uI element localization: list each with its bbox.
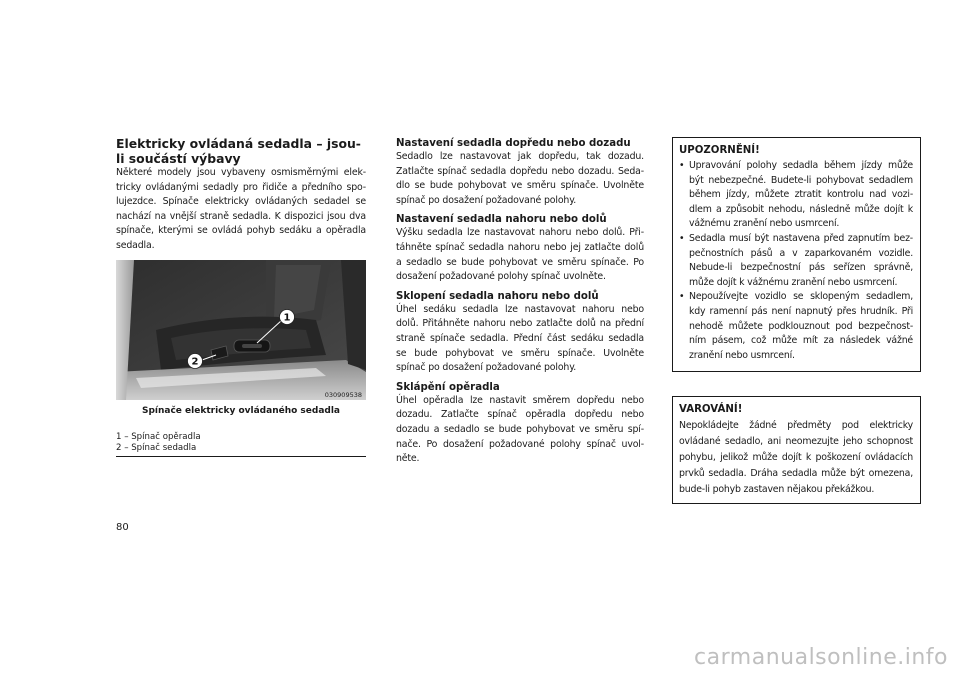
subsection-text: Úhel opěradla lze nastavit směrem dopředu nebo dozadu. Zatlačte spínač opěradla dopředu nebo dozadu a sedadlo se bude pohybovat ve směru spí-nače. Po dosažení požadované polohy spínač uvol-něte. (396, 394, 644, 465)
section-heading: Elektricky ovládaná sedadla – jsou-li součástí výbavy (116, 136, 361, 166)
warning-item (679, 290, 913, 363)
warning-list (679, 159, 913, 363)
right-column (672, 137, 921, 504)
subsection-heading: Nastavení sedadla nahoru nebo dolů (396, 214, 607, 226)
figure-caption: Spínače elektricky ovládaného sedadla (141, 405, 341, 416)
warning-item-text: Upravování polohy sedadla během jízdy může být nebezpečné. Budete-li pohybovat sedadlem během jízdy, můžete ztratit kontrolu nad vozi-dlem a způsobit nehodu, následně může dojít k vážnému zranění nebo usmrcení. (689, 160, 913, 230)
warning-box (672, 137, 921, 372)
subsection-heading: Nastavení sedadla dopředu nebo dozadu (396, 138, 631, 149)
caution-text: Nepokládejte žádné předměty pod elektricky ovládané sedadlo, ani neomezujte jeho schopnost pohybu, jelikož může dojít k poškození ovládacích prvků sedadla. Dráha sedadla může být omezena, bude-li pohyb zastaven nějakou překážkou. (679, 420, 913, 495)
warning-title: UPOZORNĚNÍ! (679, 145, 760, 156)
left-column (116, 136, 366, 457)
warning-item-text: Sedadla musí být nastavena před zapnutím bez-pečnostních pásů a v zaparkovaném vozidle. Nebude-li bezpečnostní pás seřízen správně, může dojít k vážnému zranění nebo usmrcení. (689, 232, 913, 288)
warning-item-text: Nepoužívejte vozidlo se sklopeným sedadlem, kdy ramenní pás není napnutý přes hrudník. Při nehodě můžete podklouznout pod bezpečnost-ním pásem, což může mít za následek vážné zranění nebo usmrcení. (689, 291, 913, 361)
seat-photo-illustration (116, 260, 366, 400)
subsection-text: Sedadlo lze nastavovat jak dopředu, tak dozadu. Zatlačte spínač sedadla dopředu nebo dozadu. Seda-dlo se bude pohybovat ve směru spínače. Uvolněte spínač po dosažení požadované polohy. (396, 151, 644, 206)
warning-item (679, 232, 913, 290)
warning-item (679, 159, 913, 232)
divider (116, 456, 366, 457)
subsection-text: Úhel sedáku sedadla lze nastavovat nahoru nebo dolů. Přitáhněte nahoru nebo zatlačte dolů na přední straně spínače sedadla. Přední část sedáku sedadla se bude pohybovat ve směru spínače. Uvolněte spínač po dosažení požadované polohy. (396, 303, 644, 374)
callout-2: 2 (191, 356, 199, 368)
figure-legend (116, 432, 366, 454)
intro-paragraph: Některé modely jsou vybaveny osmisměrnými elek-tricky ovládanými sedadly pro řidiče a předního spo-lujezdce. Spínače elektricky ovládaných sedadel se nachází na vnější straně sedadla. K dispozici jsou dva spínače, kterými se ovládá pohyb sedáku a opěradla sedadla. (116, 167, 366, 251)
subsection-text: Výšku sedadla lze nastavovat nahoru nebo dolů. Při-táhněte spínač sedadla nahoru nebo jej zatlačte dolů a sedadlo se bude pohybovat ve směru spínače. Po dosažení požadované polohy spínač uvolněte. (396, 227, 644, 283)
caution-title: VAROVÁNÍ! (679, 404, 743, 416)
bullet: • (679, 232, 685, 244)
middle-column (396, 137, 644, 467)
subsection-heading: Sklápění opěradla (396, 381, 500, 393)
legend-item: 1 – Spínač opěradla (116, 431, 201, 442)
bullet: • (679, 291, 685, 303)
caution-box (672, 396, 921, 504)
figure-code: 030909538 (324, 390, 362, 399)
seat-switch-photo (116, 260, 366, 400)
watermark: carmanualsonline.info (694, 645, 948, 670)
callout-1: 1 (283, 312, 291, 324)
subsection-heading: Sklopení sedadla nahoru nebo dolů (396, 290, 599, 302)
bullet: • (679, 160, 685, 171)
page-number: 80 (116, 522, 129, 533)
legend-item: 2 – Spínač sedadla (116, 442, 197, 453)
